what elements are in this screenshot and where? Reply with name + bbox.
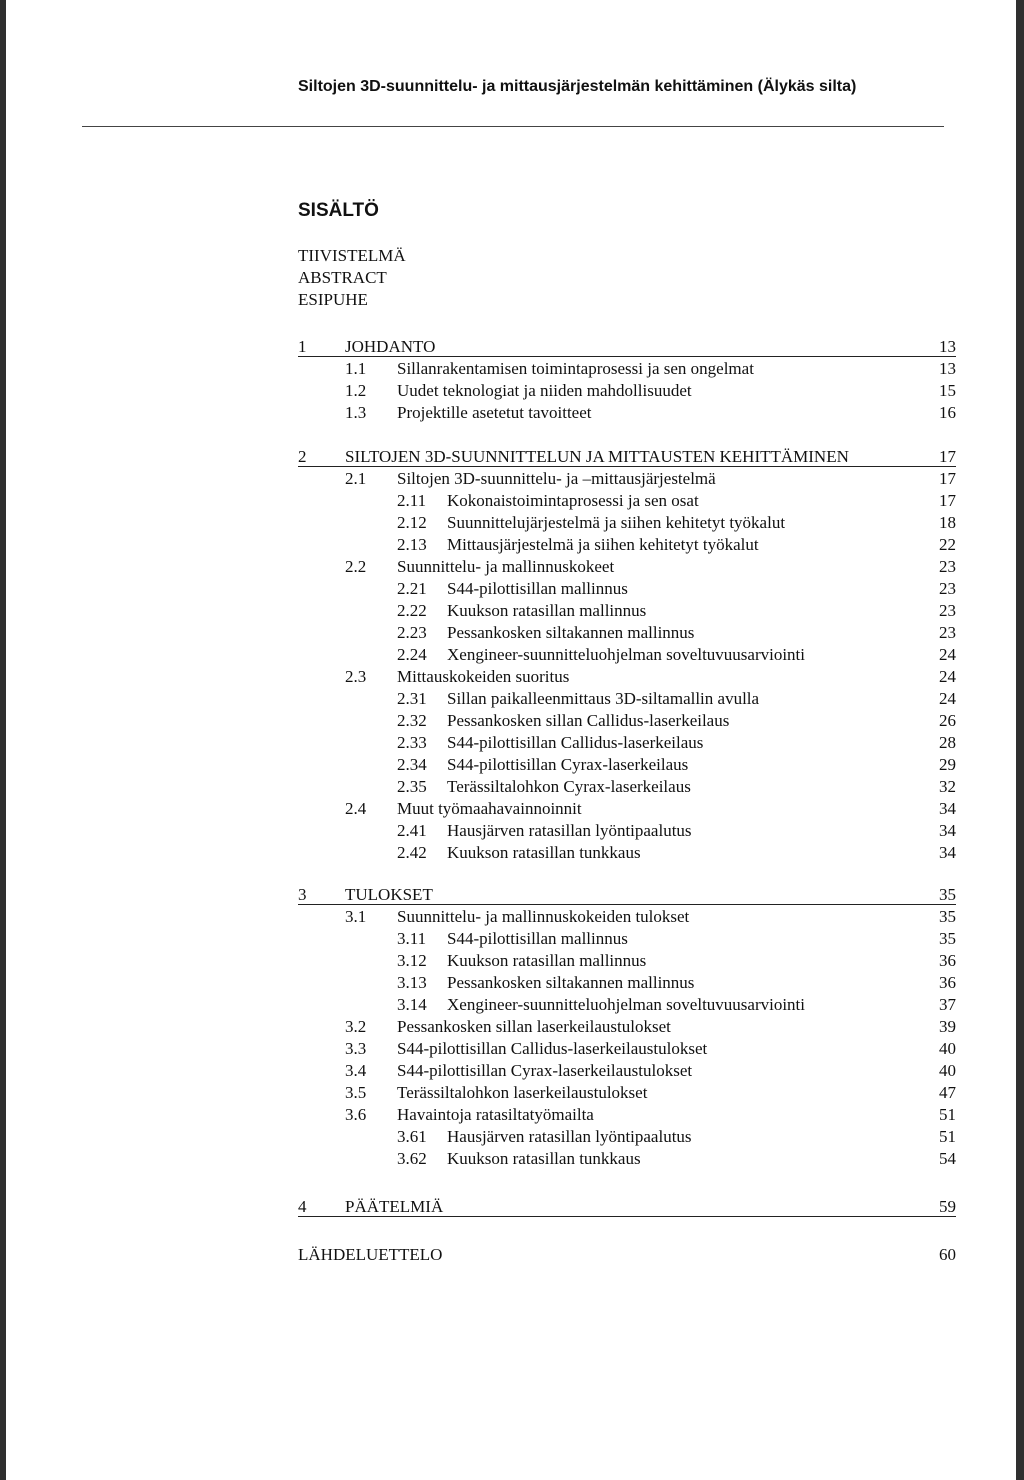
toc-entry-row: [0, 1016, 1024, 1038]
toc-entry-number: 2: [298, 447, 307, 466]
toc-entry-label: S44-pilottisillan mallinnus: [447, 929, 628, 948]
chapter-underline: [298, 356, 956, 357]
toc-page-number: 23: [939, 557, 956, 576]
toc-entry-row: [0, 1060, 1024, 1082]
toc-entry-number: 3: [298, 885, 307, 904]
toc-entry-label: Sillanrakentamisen toimintaprosessi ja sen ongelmat: [397, 359, 754, 378]
front-matter-item: ESIPUHE: [298, 290, 368, 309]
toc-entry-row: [0, 994, 1024, 1016]
toc-entry-label: S44-pilottisillan Callidus-laserkeilaustulokset: [397, 1039, 708, 1058]
toc-entry-number: 2.33: [397, 733, 427, 752]
toc-entry-row: [0, 468, 1024, 490]
toc-page-number: 16: [939, 403, 956, 422]
toc-entry-label: SILTOJEN 3D-SUUNNITTELUN JA MITTAUSTEN KEHITTÄMINEN: [345, 447, 849, 466]
toc-page-number: 35: [939, 885, 956, 904]
toc-entry-number: 2.41: [397, 821, 427, 840]
toc-page-number: 34: [939, 799, 956, 818]
toc-entry-number: 3.62: [397, 1149, 427, 1168]
toc-page-number: 24: [939, 645, 956, 664]
chapter-underline: [298, 904, 956, 905]
toc-entry-row: [0, 644, 1024, 666]
toc-entry-row: [0, 820, 1024, 842]
toc-entry-label: Hausjärven ratasillan lyöntipaalutus: [447, 821, 692, 840]
running-header: Siltojen 3D-suunnittelu- ja mittausjärjestelmän kehittäminen (Älykäs silta): [298, 78, 857, 95]
toc-entry-row: [0, 776, 1024, 798]
toc-entry-number: 2.42: [397, 843, 427, 862]
toc-entry-label: Kuukson ratasillan mallinnus: [447, 951, 647, 970]
toc-entry-number: 3.6: [345, 1105, 367, 1124]
toc-entry-number: 2.24: [397, 645, 427, 664]
toc-entry-label: Terässiltalohkon Cyrax-laserkeilaus: [447, 777, 691, 796]
toc-entry-label: Muut työmaahavainnoinnit: [397, 799, 582, 818]
toc-page-number: 17: [939, 447, 956, 466]
toc-entry-number: 2.31: [397, 689, 427, 708]
toc-chapter-row: [0, 884, 1024, 906]
toc-entry-row: [0, 928, 1024, 950]
toc-entry-number: 1.2: [345, 381, 367, 400]
toc-entry-label: Mittauskokeiden suoritus: [397, 667, 570, 686]
toc-entry-number: 2.21: [397, 579, 427, 598]
toc-entry-number: 4: [298, 1197, 307, 1216]
toc-page-number: 51: [939, 1105, 956, 1124]
toc-entry-label: Pessankosken sillan laserkeilaustulokset: [397, 1017, 671, 1036]
toc-page-number: 17: [939, 469, 956, 488]
toc-entry-row: [0, 754, 1024, 776]
toc-entry-row: [0, 534, 1024, 556]
toc-entry-row: [0, 842, 1024, 864]
toc-entry-row: [0, 1126, 1024, 1148]
toc-entry-label: S44-pilottisillan Cyrax-laserkeilaus: [447, 755, 689, 774]
toc-entry-number: 3.11: [397, 929, 427, 948]
toc-entry-number: 3.2: [345, 1017, 367, 1036]
toc-entry-number: 3.61: [397, 1127, 427, 1146]
toc-entry-label: PÄÄTELMIÄ: [345, 1197, 444, 1216]
toc-page-number: 36: [939, 973, 956, 992]
toc-entry-label: Projektille asetetut tavoitteet: [397, 403, 592, 422]
toc-entry-number: 1.1: [345, 359, 367, 378]
toc-entry-label: Havaintoja ratasiltatyömailta: [397, 1105, 594, 1124]
toc-entry-row: [0, 710, 1024, 732]
toc-entry-label: Kuukson ratasillan tunkkaus: [447, 1149, 641, 1168]
toc-page-number: 39: [939, 1017, 956, 1036]
toc-entry-number: 2.35: [397, 777, 427, 796]
toc-entry-label: LÄHDELUETTELO: [298, 1245, 443, 1264]
toc-entry-row: [0, 906, 1024, 928]
chapter-underline: [298, 1216, 956, 1217]
toc-entry-number: 2.32: [397, 711, 427, 730]
toc-page-number: 54: [939, 1149, 956, 1168]
toc-page-number: 23: [939, 623, 956, 642]
toc-page-number: 13: [939, 359, 956, 378]
toc-page-number: 13: [939, 337, 956, 356]
toc-entry-label: Suunnittelu- ja mallinnuskokeet: [397, 557, 615, 576]
toc-entry-row: [0, 972, 1024, 994]
toc-entry-label: Suunnittelu- ja mallinnuskokeiden tulokset: [397, 907, 690, 926]
toc-page-number: 60: [939, 1245, 956, 1264]
toc-page-number: 40: [939, 1061, 956, 1080]
toc-page-number: 35: [939, 907, 956, 926]
toc-entry-label: S44-pilottisillan Cyrax-laserkeilaustulokset: [397, 1061, 693, 1080]
toc-entry-label: Siltojen 3D-suunnittelu- ja –mittausjärjestelmä: [397, 469, 716, 488]
front-matter-item: TIIVISTELMÄ: [298, 246, 406, 265]
toc-entry-label: TULOKSET: [345, 885, 433, 904]
toc-entry-number: 3.4: [345, 1061, 367, 1080]
toc-page-number: 51: [939, 1127, 956, 1146]
toc-page-number: 17: [939, 491, 956, 510]
toc-page-number: 35: [939, 929, 956, 948]
toc-entry-number: 2.12: [397, 513, 427, 532]
toc-entry-number: 3.3: [345, 1039, 367, 1058]
toc-entry-number: 3.1: [345, 907, 367, 926]
toc-entry-number: 3.5: [345, 1083, 367, 1102]
toc-entry-number: 3.12: [397, 951, 427, 970]
toc-entry-number: 2.22: [397, 601, 427, 620]
toc-entry-label: S44-pilottisillan mallinnus: [447, 579, 628, 598]
toc-entry-label: Sillan paikalleenmittaus 3D-siltamallin avulla: [447, 689, 760, 708]
toc-chapter-row: [0, 1196, 1024, 1218]
toc-entry-row: [0, 556, 1024, 578]
toc-entry-label: Pessankosken sillan Callidus-laserkeilaus: [447, 711, 730, 730]
toc-entry-number: 2.34: [397, 755, 427, 774]
toc-page-number: 28: [939, 733, 956, 752]
toc-entry-row: [0, 622, 1024, 644]
toc-entry-row: [0, 666, 1024, 688]
toc-entry-label: Suunnittelujärjestelmä ja siihen kehitetyt työkalut: [447, 513, 786, 532]
toc-page-number: 26: [939, 711, 956, 730]
toc-entry-row: [0, 1244, 1024, 1266]
toc-entry-row: [0, 950, 1024, 972]
toc-chapter-row: [0, 446, 1024, 468]
toc-page-number: 23: [939, 579, 956, 598]
toc-entry-label: S44-pilottisillan Callidus-laserkeilaus: [447, 733, 704, 752]
toc-entry-row: [0, 402, 1024, 424]
toc-entry-number: 3.13: [397, 973, 427, 992]
toc-entry-label: Kokonaistoimintaprosessi ja sen osat: [447, 491, 699, 510]
toc-page-number: 32: [939, 777, 956, 796]
toc-entry-number: 2.3: [345, 667, 367, 686]
toc-page-number: 24: [939, 689, 956, 708]
toc-entry-label: Kuukson ratasillan mallinnus: [447, 601, 647, 620]
toc-entry-label: Pessankosken siltakannen mallinnus: [447, 623, 695, 642]
toc-entry-row: [0, 688, 1024, 710]
toc-page-number: 29: [939, 755, 956, 774]
toc-entry-label: Hausjärven ratasillan lyöntipaalutus: [447, 1127, 692, 1146]
toc-entry-label: Mittausjärjestelmä ja siihen kehitetyt työkalut: [447, 535, 759, 554]
toc-entry-row: [0, 732, 1024, 754]
toc-page-number: 24: [939, 667, 956, 686]
toc-page-number: 22: [939, 535, 956, 554]
toc-entry-row: [0, 798, 1024, 820]
toc-entry-row: [0, 490, 1024, 512]
toc-page-number: 23: [939, 601, 956, 620]
header-rule: [82, 126, 944, 127]
chapter-underline: [298, 466, 956, 467]
toc-page-number: 37: [939, 995, 956, 1014]
toc-page-number: 34: [939, 821, 956, 840]
toc-entry-label: Pessankosken siltakannen mallinnus: [447, 973, 695, 992]
toc-entry-number: 2.11: [397, 491, 427, 510]
toc-entry-label: Xengineer-suunnitteluohjelman soveltuvuusarviointi: [447, 645, 806, 664]
toc-entry-number: 2.4: [345, 799, 367, 818]
toc-entry-number: 3.14: [397, 995, 427, 1014]
toc-entry-row: [0, 380, 1024, 402]
toc-entry-label: Kuukson ratasillan tunkkaus: [447, 843, 641, 862]
toc-entry-number: 1: [298, 337, 307, 356]
toc-entry-row: [0, 1082, 1024, 1104]
toc-entry-number: 2.23: [397, 623, 427, 642]
toc-page-number: 18: [939, 513, 956, 532]
toc-entry-label: Uudet teknologiat ja niiden mahdollisuudet: [397, 381, 692, 400]
toc-entry-number: 1.3: [345, 403, 367, 422]
toc-entry-row: [0, 578, 1024, 600]
toc-page-number: 34: [939, 843, 956, 862]
toc-entry-number: 2.1: [345, 469, 367, 488]
toc-entry-row: [0, 358, 1024, 380]
toc-entry-row: [0, 1104, 1024, 1126]
toc-entry-number: 2.2: [345, 557, 367, 576]
front-matter-item: ABSTRACT: [298, 268, 387, 287]
toc-page-number: 47: [939, 1083, 956, 1102]
toc-entry-label: Xengineer-suunnitteluohjelman soveltuvuusarviointi: [447, 995, 806, 1014]
toc-page-number: 15: [939, 381, 956, 400]
toc-page-number: 36: [939, 951, 956, 970]
toc-entry-label: Terässiltalohkon laserkeilaustulokset: [397, 1083, 648, 1102]
toc-page-number: 59: [939, 1197, 956, 1216]
toc-entry-label: JOHDANTO: [345, 337, 436, 356]
toc-entry-row: [0, 512, 1024, 534]
toc-chapter-row: [0, 336, 1024, 358]
toc-title: SISÄLTÖ: [298, 200, 379, 221]
toc-page-number: 40: [939, 1039, 956, 1058]
toc-entry-row: [0, 600, 1024, 622]
toc-entry-row: [0, 1148, 1024, 1170]
toc-entry-row: [0, 1038, 1024, 1060]
toc-entry-number: 2.13: [397, 535, 427, 554]
